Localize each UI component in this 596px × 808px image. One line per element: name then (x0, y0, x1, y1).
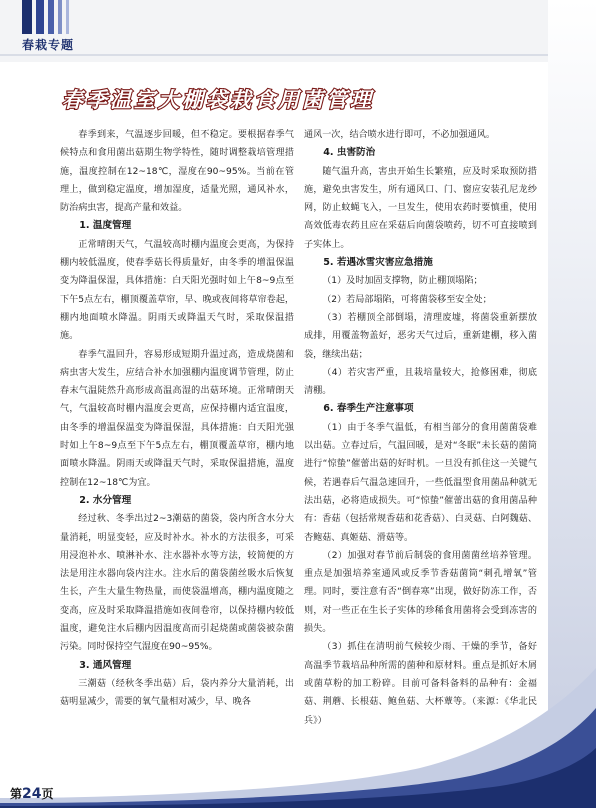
section-heading: 1. 温度管理 (79, 220, 132, 232)
paragraph: 正常晴朗天气，气温较高时棚内温度会更高，为保持棚内较低温度，使春季菇长得质量好，由冬季的增温保温变为降温保湿，具体措施：白天阳光强时如上午8~9点至下午5点左右，棚顶覆盖草帘，早、晚或夜间将草帘卷起，棚内地面喷水降温。阴雨天或降温天气时，采取保温措施。 (60, 239, 294, 342)
header-rule (0, 54, 596, 56)
paragraph: （3）若棚顶全部倒塌，清理废墟，将菌袋重新摆放成排，用覆盖物盖好，恶劣天气过后，重新建棚，移入菌袋，继续出菇； (304, 312, 537, 360)
page-prefix: 第 (10, 787, 23, 801)
paragraph: 随气温升高，害虫开始生长繁殖，应及时采取预防措施，避免虫害发生，所有通风口、门、窗应安装孔尼龙纱网，防止蚊蝇飞入，一旦发生，使用农药时要慎重，使用高效低毒农药且应在采菇后向菌袋喷药，切不可直接喷到子实体上。 (304, 166, 537, 250)
header-stripe (22, 0, 32, 34)
page-suffix: 页 (41, 787, 54, 801)
paragraph: （2）若局部塌陷，可将菌袋移至安全处； (322, 294, 492, 305)
section-heading: 3. 通风管理 (79, 659, 132, 671)
header-stripe (48, 0, 54, 34)
section-heading: 5. 若遇冰雪灾害应急措施 (323, 257, 433, 269)
paragraph: 三潮菇（经秋冬季出菇）后，袋内养分大量消耗，出菇明显减少，需要的氧气量相对减少，早、晚各 (60, 678, 294, 708)
footer-wave (0, 648, 596, 808)
header-stripe (58, 0, 62, 34)
paragraph: 通风一次，结合喷水进行即可，不必加强通风。 (304, 130, 495, 140)
paragraph: 春季气温回升，容易形成短期升温过高，造成烧菌和病虫害大发生，应结合补水加强棚内温度调节管理，防止春末气温陡然升高形成高温高湿的出菇环境。正常晴朗天气，气温较高时棚内温度会更高，应保持棚内适宜温度，由冬季的增温保温变为降温保湿，具体措施：白天阳光强时如上午8~9点至下午5点左右，棚顶覆盖草帘，棚内地面喷水降温。阴雨天或降温天气时，采取保温措施，温度控制在12~18℃为宜。 (60, 349, 294, 488)
header-stripe (36, 0, 44, 34)
section-heading: 4. 虫害防治 (323, 147, 376, 159)
paragraph: （2）加强对春节前后制袋的食用菌菌丝培养管理。重点是加强培养室通风或反季节香菇菌筒“刺孔增氧”管理。同时，要注意有否“倒春寒”出现，做好防冻工作，否则，对一些正在生长子实体的珍稀食用菌将会受到冻害的损失。 (304, 550, 537, 635)
page-number (10, 785, 54, 802)
section-heading: 6. 春季生产注意事项 (323, 403, 414, 415)
paragraph: （4）若灾害严重，且栽培量较大，抢修困难，彻底清棚。 (304, 367, 537, 397)
paragraph: （1）由于冬季气温低，有相当部分的食用菌菌袋难以出菇。立春过后，气温回暖，是对“冬眠”未长菇的菌筒进行“惊蛰”催蕾出菇的好时机。一旦没有抓住这一关键气候，若遇春后气温急速回升，一些低温型食用菌品种就无法出菇，必将造成损失。可“惊蛰”催蕾出菇的食用菌品种有：香菇（包括常规香菇和花香菇）、白灵菇、白阿魏菇、杏鲍菇、真姬菇、滑菇等。 (304, 422, 537, 543)
article-title: 春季温室大棚袋栽食用菌管理 (62, 88, 374, 112)
top-band (0, 0, 596, 62)
section-label: 春栽专题 (22, 38, 75, 52)
paragraph: 经过秋、冬季出过2~3潮菇的菌袋，袋内所含水分大量消耗，明显变轻，应及时补水。补水的方法很多，可采用浸泡补水、喷淋补水、注水器补水等方法，较简便的方法是用注水器向袋内注水。注水后的菌袋菌丝吸水后恢复生长，产生大量生物热量，而使袋温增高，棚内温度随之变高，应及时采取降温措施如夜间卷帘，以保持棚内较低温度，避免注水后棚内因温度高而引起烧菌或菌袋被杂菌污染。同时保持空气湿度在90~95%。 (60, 514, 294, 653)
paragraph: （1）及时加固支撑物，防止棚顶塌陷； (322, 276, 483, 287)
left-column (60, 126, 294, 712)
page-number-value: 24 (22, 786, 42, 802)
right-column (304, 126, 537, 730)
section-heading: 2. 水分管理 (79, 494, 132, 506)
paragraph: （3）抓住在清明前气候较少雨、干燥的季节，备好高温季节栽培品种所需的菌种和原材料。重点是抓好木屑或菌草粉的加工粉碎。目前可备料备料的品种有：金福菇、荆蘑、长根菇、鲍鱼菇、大杯蕈等。（来源：《华北民兵》） (304, 642, 537, 726)
header-stripe (66, 0, 69, 34)
paragraph: 春季到来，气温逐步回暖，但不稳定。要根据春季气候特点和食用菌出菇期生物学特性，随时调整栽培管理措施，温度控制在12~18℃，湿度在90~95%。当前在管理上，做到稳定温度，增加湿度，适量光照，通风补水，防治病虫害，提高产量和效益。 (60, 130, 294, 214)
